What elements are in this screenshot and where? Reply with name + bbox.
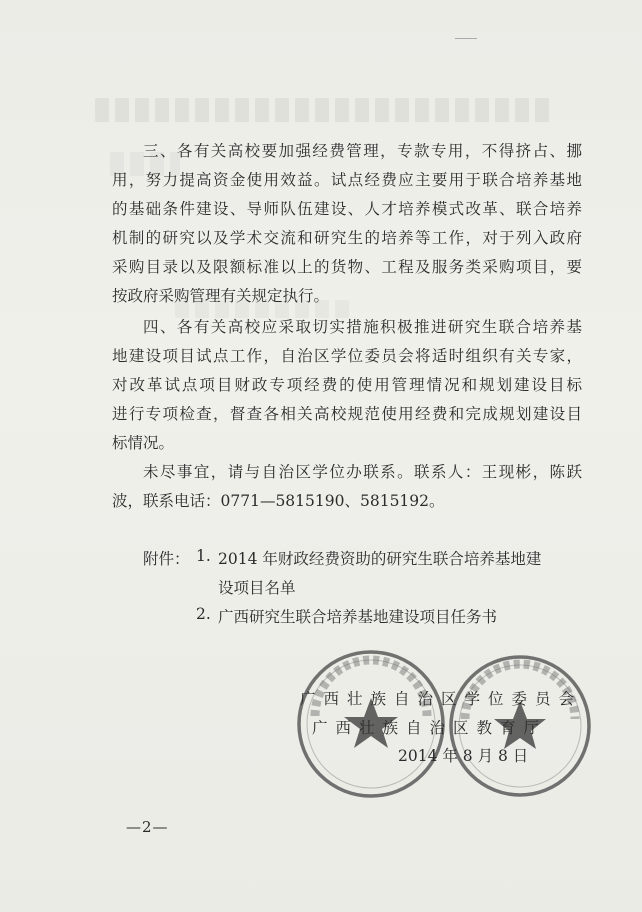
paragraph-pilot-inspection [112,313,582,458]
paragraph-contact [112,458,582,516]
text-line: 标情况。 [112,434,175,452]
page-edge-mark [455,38,477,39]
attachment-1-title: 2014 年财政经费资助的研究生联合培养基地建 [218,550,542,568]
attachment-1-number: 1. [196,547,211,565]
text-line: 未尽事宜，请与自治区学位办联系。联系人：王现彬，陈跃 [143,463,582,481]
attachment-2-title: 广西研究生联合培养基地建设项目任务书 [218,608,498,626]
paragraph-funding-management [112,137,582,311]
text-line: 三、各有关高校要加强经费管理，专款专用，不得挤占、挪 [143,142,582,160]
attachment-1-title-cont: 设项目名单 [218,579,296,597]
text-line: 对改革试点项目财政专项经费的使用管理情况和规划建设目标 [112,376,582,394]
text-line: 的基础条件建设、导师队伍建设、人才培养模式改革、联合培养 [112,200,582,218]
text-line: 按政府采购管理有关规定执行。 [112,287,330,305]
page-number: —2— [126,818,169,836]
bleed-through-text [95,98,555,122]
text-line: 机制的研究以及学术交流和研究生的培养等工作，对于列入政府 [112,229,582,247]
attachment-2-number: 2. [196,605,211,623]
attachments-label: 附件： [143,550,190,568]
document-date: 2014 年 8 月 8 日 [398,747,529,765]
issuing-organization-2: 广西壮族自治区教育厅 [312,719,548,737]
text-line: 用，努力提高资金使用效益。试点经费应主要用于联合培养基地 [112,171,582,189]
text-line: 进行专项检查，督查各相关高校规范使用经费和完成规划建设目 [112,405,582,423]
text-line: 四、各有关高校应采取切实措施积极推进研究生联合培养基 [143,318,582,336]
text-line: 波，联系电话：0771—5815190、5815192。 [112,492,445,510]
issuing-organization-1: 广西壮族自治区学位委员会 [300,690,583,708]
text-line: 地建设项目试点工作，自治区学位委员会将适时组织有关专家， [112,347,582,365]
text-line: 采购目录以及限额标准以上的货物、工程及服务类采购项目，要 [112,258,582,276]
